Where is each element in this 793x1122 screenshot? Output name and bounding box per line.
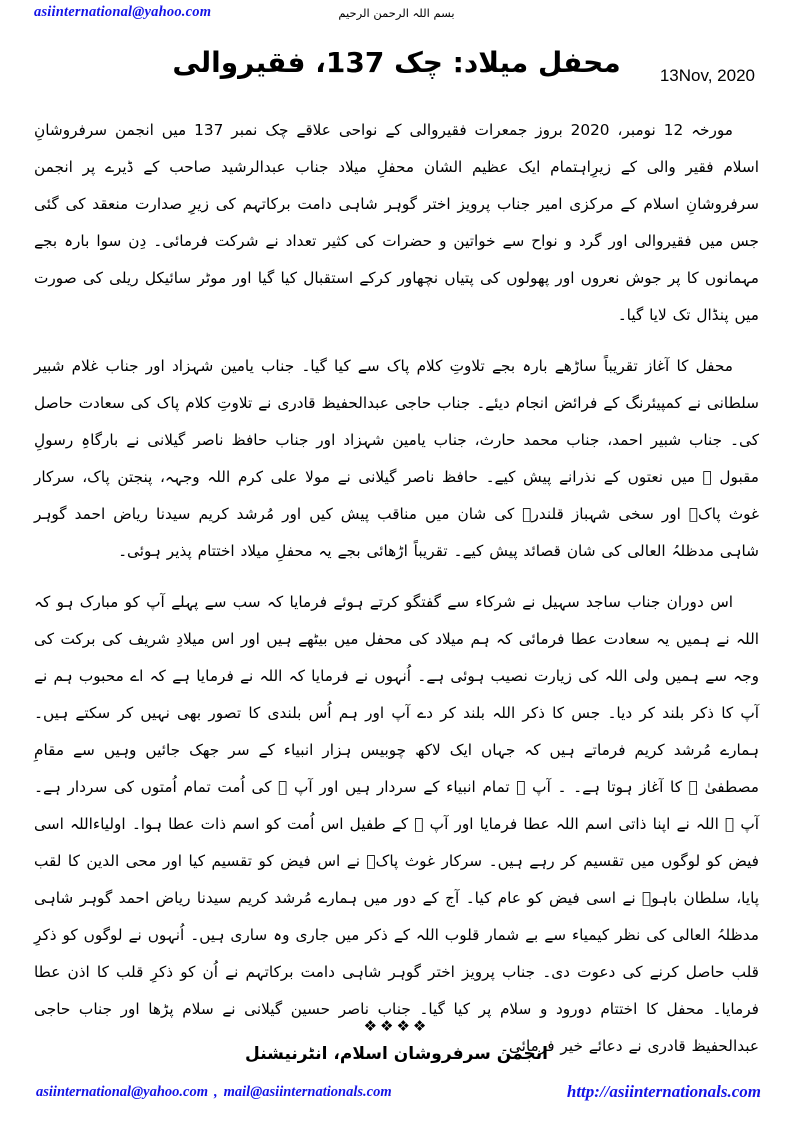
document-date: 13Nov, 2020 — [659, 66, 755, 85]
document-footer — [0, 1019, 793, 1108]
footer-email-group — [36, 1084, 392, 1101]
paragraph-1: مورخہ 12 نومبر، 2020 بروز جمعرات فقیروالی کے نواحی علاقے چک نمبر 137 میں انجمن سرفروشانِ اسلام فقیر والی کے زیرِاہتمام ایک عظیم الشان محفلِ میلاد جناب عبدالرشید صاحب کے ڈیرے پر انجمن سرفروشانِ اسلام کے مرکزی امیر جناب پرویز اختر گوہر شاہی دامت برکاتہم کی زیرِ صدارت منعقد کی گئی جس میں فقیروالی اور گرد و نواح سے خواتین و حضرات کی کثیر تعداد نے شرکت فرمائی۔ دِن سوا بارہ بجے مہمانوں کا پر جوش نعروں اور پھولوں کی پتیاں نچھاور کرکے استقبال کیا گیا اور موٹر سائیکل ریلی کی صورت میں پنڈال تک لایا گیا۔ — [34, 121, 759, 325]
title-row — [0, 30, 793, 108]
ornament-divider-icon: ❖❖❖❖ — [363, 1017, 430, 1035]
footer-email-2-link[interactable]: mail@asiinternationals.com — [223, 1084, 392, 1100]
footer-email-1-link[interactable]: asiinternational@yahoo.com — [36, 1084, 208, 1100]
footer-website-link[interactable]: http://asiinternationals.com — [566, 1082, 761, 1101]
paragraph-3: اس دوران جناب ساجد سہیل نے شرکاء سے گفتگو کرتے ہوئے فرمایا کہ سب سے پہلے آپ کو مبارک ہو کہ اللہ نے ہمیں یہ سعادت عطا فرمائی کہ ہم میلاد کی محفل میں بیٹھے ہیں اور اس میلادِ شریف کی برکت کی وجہ سے ہمیں ولی اللہ کی زیارت نصیب ہوئی ہے۔ اُنہوں نے فرمایا کہ اللہ نے فرمایا ہے کہ اے محبوب ہم نے آپ کا ذکر بلند کر دیا۔ جس کا ذکر اللہ بلند کر دے آپ اور ہم اُس بلندی کا تصور بھی نہیں کر سکتے ہیں۔ ہمارے مُرشد کریم فرماتے ہیں کہ جہاں ایک لاکھ چوبیس ہزار انبیاء کے سر جھک جائیں وہیں سے مقامِ مصطفیٰ ﷺ کا آغاز ہوتا ہے۔ ۔ آپ ﷺ تمام انبیاء کے سردار ہیں اور آپ ﷺ کی اُمت تمام اُمتوں کی سردار ہے۔ آپ ﷺ اللہ نے اپنا ذاتی اسم اللہ عطا فرمایا اور آپ ﷺ کے طفیل اس اُمت کو اسم ذات عطا ہوا۔ اولیاءاللہ اسی فیض کو لوگوں میں تقسیم کر رہے ہیں۔ سرکار غوث پاکؒ نے اس فیض کو تقسیم کیا اور محی الدین کا لقب پایا، سلطان باہوؒ نے اسی فیض کو عام کیا۔ آج کے دور میں ہمارے مُرشد کریم سیدنا ریاض احمد گوہر شاہی مدظلہُ العالی کی نظر کیمیاء سے بے شمار قلوب اللہ کے ذکر میں جاری وہ ساری ہیں۔ اُنہوں نے لوگوں کو ذکرِ قلب حاصل کرنے کی دعوت دی۔ جناب پرویز اختر گوہر شاہی دامت برکاتہم نے اُن کو ذکرِ قلب کا اذن عطا فرمایا۔ محفل کا اختتام دورود و سلام پر کیا گیا۔ جناب ناصر حسین گیلانی نے سلام پڑھا اور جناب حاجی عبدالحفیظ قادری نے دعائے خیر فرمائی۔ — [34, 593, 759, 1056]
footer-email-separator: , — [214, 1084, 218, 1100]
organization-name: انجمن سرفروشان اسلام، انٹرنیشنل — [245, 1044, 548, 1064]
footer-links — [0, 1082, 793, 1108]
bismillah-line: بسم اللہ الرحمن الرحیم — [338, 6, 455, 20]
page-title: محفل میلاد: چک 137، فقیروالی — [172, 46, 621, 79]
paragraph-2: محفل کا آغاز تقریباً ساڑھے بارہ بجے تلاوتِ کلام پاک سے کیا گیا۔ جناب یامین شہزاد اور جناب غلام شبیر سلطانی نے کمپیئرنگ کے فرائض انجام دیئے۔ جناب حاجی عبدالحفیظ قادری نے تلاوتِ کلام پاک کی سعادت حاصل کی۔ جناب شبیر احمد، جناب محمد حارث، جناب یامین شہزاد اور جناب حافظ ناصر گیلانی نے بارگاہِ رسولِ مقبول ﷺ میں نعتوں کے نذرانے پیش کیے۔ حافظ ناصر گیلانی نے مولا علی کرم اللہ وجہہ، پنجتن پاک، سرکار غوث پاکؒ اور سخی شہباز قلندرؒ کی شان میں مناقب پیش کیں اور مُرشد کریم سیدنا ریاض احمد گوہر شاہی مدظلہُ العالی کی شان قصائد پیش کیے۔ تقریباً اڑھائی بجے یہ محفلِ میلاد اختتام پذیر ہوئی۔ — [34, 357, 759, 561]
article-body — [34, 112, 759, 1079]
header-email-link[interactable]: asiinternational@yahoo.com — [34, 4, 212, 20]
document-header — [0, 0, 793, 30]
